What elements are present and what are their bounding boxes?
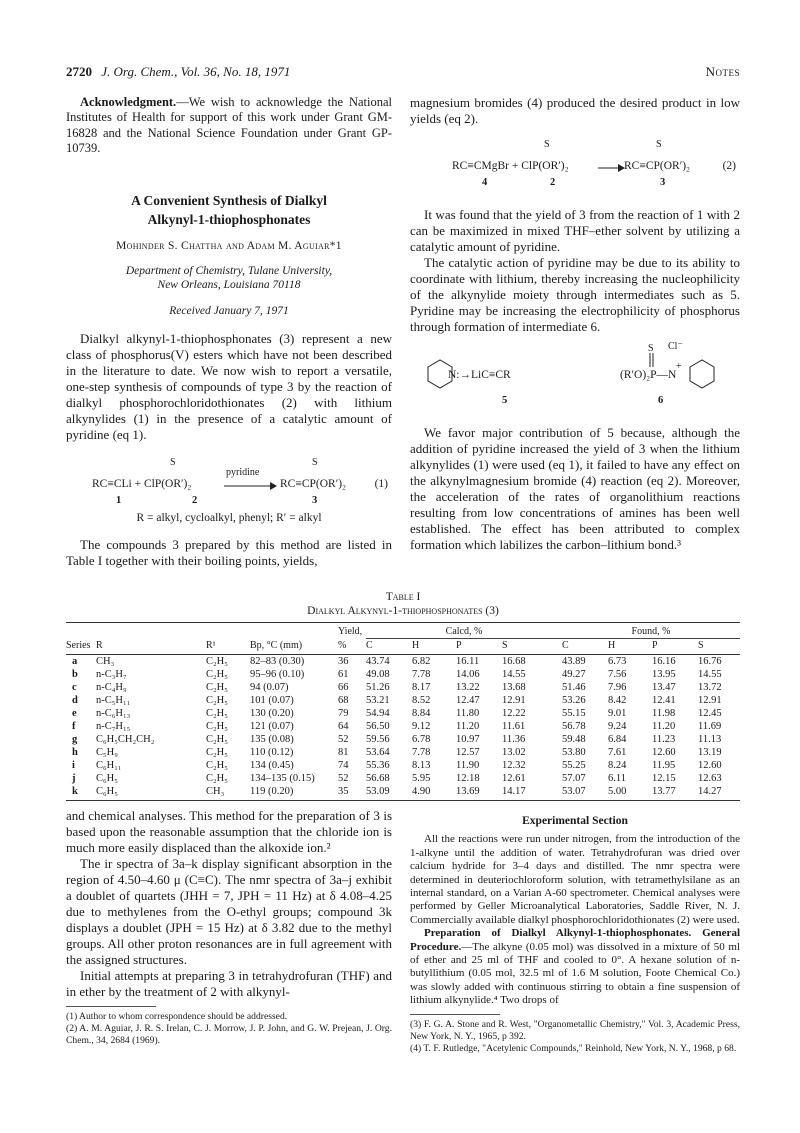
procedure-text: —The alkyne (0.05 mol) was dissolved in a mixture of 50 ml of ether and 25 ml of THF and cooled to 0°. A hexane solution of n-butyllithium (0.05 mol, 32.5 ml of 1.6 M solution, Foote Chemical Co.) was slowly added with continuous stirring to obtain a fine suspension of lithium alkynylide.⁴ Two drops of xyxy=(410,940,740,1007)
table-cell: C₂H₅ xyxy=(206,773,228,784)
table-cell: 110 (0.12) xyxy=(250,747,294,758)
table-cell: 6.11 xyxy=(608,773,626,784)
table-cell: 134–135 (0.15) xyxy=(250,773,315,784)
table-cell: 13.22 xyxy=(456,682,480,693)
table-cell: 7.96 xyxy=(608,682,627,693)
eq2-label-4: 4 xyxy=(482,177,488,188)
intermediates-figure xyxy=(410,339,740,415)
table-cell: 13.69 xyxy=(456,786,480,797)
table-cell: 13.19 xyxy=(698,747,722,758)
eq2-sulfur-1: S xyxy=(544,139,550,150)
ack-text: —We wish to acknowledge the National Institutes of Health for support of this work under Grant GM-16828 and the National Science Foundation under Grant GP-10739. xyxy=(66,95,392,156)
eq2-product: RC≡CP(OR′)₂ xyxy=(624,160,691,172)
initial-attempts-paragraph: Initial attempts at preparing 3 in tetrahydrofuran (THF) and in ether by the treatment of 2 with alkynyl- xyxy=(66,968,392,999)
footnote-4: (4) T. F. Rutledge, "Acetylenic Compounds," Reinhold, New York, N. Y., 1968, p 68. xyxy=(410,1042,737,1054)
table-cell: 13.47 xyxy=(652,682,676,693)
right-column-bottom xyxy=(410,808,740,1055)
intermediate-5-label: 5 xyxy=(502,395,508,406)
table-cell: 134 (0.45) xyxy=(250,760,294,771)
table-cell: n-C₃H₇ xyxy=(96,669,127,680)
table-cell: g xyxy=(72,734,78,745)
experimental-heading: Experimental Section xyxy=(522,815,628,827)
table-row xyxy=(66,707,740,720)
footnote-rule-right xyxy=(410,1014,500,1015)
table-cell: 56.50 xyxy=(366,721,390,732)
table-cell: 121 (0.07) xyxy=(250,721,294,732)
table-cell: 53.21 xyxy=(366,695,390,706)
intermediate-6-label: 6 xyxy=(658,395,664,406)
table-cell: 53.64 xyxy=(366,747,390,758)
table-cell: 11.61 xyxy=(502,721,526,732)
eq1-label-2: 2 xyxy=(192,495,198,507)
table-cell: 53.80 xyxy=(562,747,586,758)
grignard-paragraph: magnesium bromides (4) produced the desired product in low yields (eq 2). xyxy=(410,95,740,126)
eq2-reactants: RC≡CMgBr + ClP(OR′)₂ xyxy=(452,160,569,172)
intermediate-6-sulfur: S xyxy=(648,343,654,354)
table-cell: f xyxy=(72,721,76,732)
authors: Mohinder S. Chattha and Adam M. Aguiar*1 xyxy=(116,239,342,252)
table-cell: k xyxy=(72,786,78,797)
assumption-paragraph: and chemical analyses. This method for the preparation of 3 is based upon the reasonable assumption that the chloride ion is much more easily displaced than the alkoxide ion.² xyxy=(66,808,392,855)
title-line-2: Alkynyl-1-thiophosphonates xyxy=(147,211,311,227)
footnote-3: (3) F. G. A. Stone and R. West, "Organometallic Chemistry," Vol. 3, Academic Press, New York, N. Y., 1965, p 392. xyxy=(410,1018,740,1042)
table-cell: 12.45 xyxy=(698,708,722,719)
table-cell: 11.23 xyxy=(652,734,676,745)
table-cell: 11.90 xyxy=(456,760,480,771)
table-cell: 74 xyxy=(338,760,349,771)
table-row xyxy=(66,681,740,694)
table-cell: 61 xyxy=(338,669,349,680)
table-cell: n-C₄H₉ xyxy=(96,682,127,693)
table-cell: 14.55 xyxy=(698,669,722,680)
column-header: P xyxy=(652,640,658,651)
table-cell: 13.68 xyxy=(502,682,526,693)
table-cell: 8.42 xyxy=(608,695,627,706)
table-cell: 11.36 xyxy=(502,734,526,745)
table-cell: 6.84 xyxy=(608,734,627,745)
table-cell: 11.95 xyxy=(652,760,676,771)
table-cell: 12.91 xyxy=(698,695,722,706)
eq1-sulfur-2: S xyxy=(312,457,318,469)
table-cell: 11.13 xyxy=(698,734,722,745)
table-cell: 14.06 xyxy=(456,669,480,680)
table-cell: 51.26 xyxy=(366,682,390,693)
table-cell: 95–96 (0.10) xyxy=(250,669,305,680)
table-cell: 12.60 xyxy=(652,747,676,758)
table-row xyxy=(66,759,740,772)
table-cell: 8.17 xyxy=(412,682,431,693)
column-header-row xyxy=(66,639,740,653)
acknowledgment xyxy=(66,95,392,157)
table-cell: 9.01 xyxy=(608,708,627,719)
eq2-label-3: 3 xyxy=(660,177,666,188)
table-cell: 11.20 xyxy=(652,721,676,732)
paragraph-table-ref: The compounds 3 prepared by this method are listed in Table I together with their boiling points, yields, xyxy=(66,536,392,568)
table-cell: d xyxy=(72,695,78,706)
table-cell: 43.74 xyxy=(366,656,390,667)
table-cell: 57.07 xyxy=(562,773,586,784)
table-cell: 55.15 xyxy=(562,708,586,719)
table-cell: 135 (0.08) xyxy=(250,734,294,745)
left-column-top xyxy=(66,95,392,569)
table-cell: C₂H₅ xyxy=(206,708,228,719)
table-cell: 53.26 xyxy=(562,695,586,706)
equation-1 xyxy=(66,455,392,511)
column-header: Bp, °C (mm) xyxy=(250,639,303,651)
data-table xyxy=(66,622,740,801)
table-cell: 14.17 xyxy=(502,786,526,797)
table-cell: C₂H₅ xyxy=(206,721,228,732)
equation-2 xyxy=(410,137,740,193)
table-cell: CH₃ xyxy=(206,786,225,797)
spectra-paragraph: The ir spectra of 3a–k display significant absorption in the region of 4.50–4.60 μ (C≡C). The nmr spectra of 3a–j exhibit a doublet of quartets (JHH = 7, JPH = 11 Hz) at δ 4.08–4.25 due to methylenes from the O-ethyl groups; compound 3k displays a doublet (JPH = 15 Hz) at δ 3.82 due to the methyl groups. All other proton resonances are in full agreement with the assigned structures. xyxy=(66,856,392,967)
table-cell: 12.63 xyxy=(698,773,722,784)
table-cell: 13.02 xyxy=(502,747,526,758)
table-cell: 5.95 xyxy=(412,773,431,784)
table-1 xyxy=(66,590,740,801)
table-body xyxy=(66,655,740,799)
table-cell: c xyxy=(72,682,77,693)
table-cell: 52 xyxy=(338,773,349,784)
table-cell: n-C₆H₁₃ xyxy=(96,708,131,719)
footnote-1: (1) Author to whom correspondence should be addressed. xyxy=(66,1011,288,1022)
table-cell: 11.69 xyxy=(698,721,722,732)
table-row xyxy=(66,733,740,746)
table-cell: e xyxy=(72,708,77,719)
table-cell: 36 xyxy=(338,656,349,667)
table-cell: 12.91 xyxy=(502,695,526,706)
intermediate-6-formula: (R′O)₂P—N xyxy=(620,369,677,381)
eq1-arrow xyxy=(222,479,278,493)
eq1-definitions: R = alkyl, cycloalkyl, phenyl; R′ = alkyl xyxy=(136,512,322,525)
catalysis-paragraph: The catalytic action of pyridine may be due to its ability to coordinate with lithium, thereby increasing the nucleophilicity of the alkynylide moiety through intermediates such as 5. Pyridine may be increasing the electrophilicity of phosphorus through formation of intermediate 6. xyxy=(410,255,740,334)
table-cell: 79 xyxy=(338,708,349,719)
table-cell: 94 (0.07) xyxy=(250,682,289,693)
table-cell: 6.78 xyxy=(412,734,431,745)
table-cell: j xyxy=(72,773,76,784)
table-cell: 6.82 xyxy=(412,656,431,667)
eq2-sulfur-2: S xyxy=(656,139,662,150)
column-header: % xyxy=(338,639,347,651)
table-cell: CH₃ xyxy=(96,656,115,667)
table-title: Dialkyl Alkynyl-1-thiophosphonates (3) xyxy=(307,605,499,617)
intermediate-5-formula: N:→LiC≡CR xyxy=(448,369,511,381)
table-label: Table I xyxy=(385,591,421,603)
yield-paragraph: It was found that the yield of 3 from the reaction of 1 with 2 can be maximized in mixed THF–ether solvent by utilizing a catalytic amount of pyridine. xyxy=(410,207,740,254)
left-column-bottom xyxy=(66,808,392,1047)
table-cell: 12.47 xyxy=(456,695,480,706)
table-cell: 66 xyxy=(338,682,349,693)
column-header: R¹ xyxy=(206,639,216,651)
table-cell: 5.00 xyxy=(608,786,627,797)
title-line-1: A Convenient Synthesis of Dialkyl xyxy=(131,192,327,208)
table-cell: 68 xyxy=(338,695,349,706)
eq1-label-1: 1 xyxy=(116,495,122,507)
eq1-label-3: 3 xyxy=(312,495,318,507)
table-cell: 13.72 xyxy=(698,682,722,693)
experimental-general: All the reactions were run under nitrogen, from the introduction of the 1-alkyne until the addition of water. Tetrahydrofuran was dried over calcium hydride for 3–4 days and distilled. The nmr spectra were determined in deuteriochloroform solution, with tetramethylsilane as an internal standard, on a Varian A-60 spectrometer. Chemical analyses were performed by Geller Microanalytical Laboratories, Saddle River, N. J. Commercially available dialkyl phosphorochloridothionates (2) were used. xyxy=(410,833,740,926)
eq2-arrow xyxy=(596,161,626,175)
eq2-label-2: 2 xyxy=(550,177,556,188)
table-cell: 11.80 xyxy=(456,708,480,719)
table-cell: i xyxy=(72,760,75,771)
table-cell: C₆H₁₁ xyxy=(96,760,122,771)
column-header: C xyxy=(366,640,373,651)
table-cell: 12.57 xyxy=(456,747,480,758)
table-cell: 53.07 xyxy=(562,786,586,797)
procedure-heading: Preparation of Dialkyl Alkynyl-1-thiophosphonates. General Procedure. xyxy=(410,927,740,953)
table-cell: b xyxy=(72,669,78,680)
intro-paragraph: Dialkyl alkynyl-1-thiophosphonates (3) represent a new class of phosphorus(V) esters which have not been described in the literature to date. We now wish to report a versatile, one-step synthesis of compounds of type 3 by the reaction of dialkyl phosphorochloridothionates (2) with lithium alkynylides (1) in the presence of a catalytic amount of pyridine (eq 1). xyxy=(66,331,392,443)
table-row xyxy=(66,785,740,798)
affiliation-line-2: New Orleans, Louisiana 70118 xyxy=(157,279,301,292)
ack-heading: Acknowledgment. xyxy=(80,95,177,109)
table-cell: 54.94 xyxy=(366,708,390,719)
table-cell: 119 (0.20) xyxy=(250,786,294,797)
table-cell: 10.97 xyxy=(456,734,480,745)
table-cell: C₂H₅ xyxy=(206,656,228,667)
table-cell: 56.68 xyxy=(366,773,390,784)
table-cell: 16.68 xyxy=(502,656,526,667)
table-cell: C₆H₅CH₂CH₂ xyxy=(96,734,155,745)
table-cell: 7.56 xyxy=(608,669,627,680)
table-cell: 59.48 xyxy=(562,734,586,745)
eq1-sulfur-1: S xyxy=(170,457,176,469)
table-cell: 101 (0.07) xyxy=(250,695,294,706)
table-cell: 82–83 (0.30) xyxy=(250,656,305,667)
table-cell: 53.09 xyxy=(366,786,390,797)
table-cell: 4.90 xyxy=(412,786,431,797)
table-cell: 12.18 xyxy=(456,773,480,784)
found-header: Found, % xyxy=(562,625,740,639)
eq1-product: RC≡CP(OR′)₂ xyxy=(280,478,347,491)
table-cell: n-C₇H₁₅ xyxy=(96,721,131,732)
table-cell: 7.78 xyxy=(412,747,431,758)
table-cell: 13.77 xyxy=(652,786,676,797)
column-header: P xyxy=(456,640,462,651)
eq2-number: (2) xyxy=(722,160,736,172)
table-cell: 12.22 xyxy=(502,708,526,719)
table-cell: C₆H₅ xyxy=(96,786,118,797)
eq1-reactants: RC≡CLi + ClP(OR′)₂ xyxy=(92,478,192,491)
affiliation xyxy=(66,264,392,292)
table-cell: 8.24 xyxy=(608,760,627,771)
eq1-number: (1) xyxy=(374,478,388,491)
table-cell: 16.16 xyxy=(652,656,676,667)
page-number: 2720 xyxy=(66,64,92,79)
table-cell: 11.20 xyxy=(456,721,480,732)
table-row xyxy=(66,772,740,785)
table-cell: 12.60 xyxy=(698,760,722,771)
table-cell: 52 xyxy=(338,734,349,745)
table-cell: 14.27 xyxy=(698,786,722,797)
table-cell: C₂H₅ xyxy=(206,695,228,706)
column-header: Series xyxy=(66,639,91,651)
right-column-top xyxy=(410,95,740,553)
table-cell: 59.56 xyxy=(366,734,390,745)
table-cell: 43.89 xyxy=(562,656,586,667)
table-row xyxy=(66,655,740,669)
table-cell: 12.61 xyxy=(502,773,526,784)
affiliation-line-1: Department of Chemistry, Tulane University, xyxy=(125,265,333,278)
table-cell: 64 xyxy=(338,721,349,732)
column-header: S xyxy=(502,640,508,651)
table-cell: 9.12 xyxy=(412,721,431,732)
table-cell: C₅H₉ xyxy=(96,747,118,758)
table-cell: 16.76 xyxy=(698,656,722,667)
table-cell: 51.46 xyxy=(562,682,586,693)
table-cell: n-C₅H₁₁ xyxy=(96,695,131,706)
footnote-2: (2) A. M. Aguiar, J. R. S. Irelan, C. J. Morrow, J. P. John, and G. W. Prejean, J. Org. Chem., 34, 2684 (1969). xyxy=(66,1023,392,1046)
table-cell: 6.73 xyxy=(608,656,627,667)
footnote-rule xyxy=(66,1006,156,1007)
table-cell: 7.78 xyxy=(412,669,431,680)
table-cell: 8.13 xyxy=(412,760,431,771)
table-cell: 130 (0.20) xyxy=(250,708,294,719)
table-cell: C₂H₅ xyxy=(206,669,228,680)
table-cell: C₂H₅ xyxy=(206,747,228,758)
table-cell: 12.41 xyxy=(652,695,676,706)
table-cell: 81 xyxy=(338,747,349,758)
table-cell: a xyxy=(72,656,78,667)
intermediate-6-chloride: Cl⁻ xyxy=(668,341,683,352)
table-cell: 8.52 xyxy=(412,695,431,706)
table-cell: 49.08 xyxy=(366,669,390,680)
table-row xyxy=(66,668,740,681)
table-cell: 8.84 xyxy=(412,708,431,719)
eq1-condition: pyridine xyxy=(226,467,260,479)
calcd-header: Calcd, % xyxy=(366,625,562,639)
table-cell: C₂H₅ xyxy=(206,682,228,693)
article-title xyxy=(66,191,392,229)
table-cell: 35 xyxy=(338,786,349,797)
table-row xyxy=(66,720,740,733)
table-cell: 16.11 xyxy=(456,656,480,667)
table-cell: 14.55 xyxy=(502,669,526,680)
table-cell: 55.25 xyxy=(562,760,586,771)
pyridine-ring-6 xyxy=(690,360,714,388)
column-header: S xyxy=(698,640,704,651)
column-header: R xyxy=(96,639,103,651)
table-cell: 56.78 xyxy=(562,721,586,732)
mechanism-paragraph: We favor major contribution of 5 because, although the addition of pyridine increased the yield of 3 when the lithium alkynylides (1) were used (eq 1), it failed to have any effect on the alkynylmagnesium bromide (4) reaction (eq 2). Moreover, the acceleration of the rates of organolithium reactions resulting from low concentrations of amines has been well established. The effect has been attributed to complex formation which labilizes the carbon–lithium bond.³ xyxy=(410,425,740,552)
table-row xyxy=(66,694,740,707)
column-header: C xyxy=(562,640,569,651)
intermediate-6-charge: + xyxy=(676,361,682,372)
table-cell: 49.27 xyxy=(562,669,586,680)
received-date: Received January 7, 1971 xyxy=(169,305,289,318)
table-cell: 9.24 xyxy=(608,721,627,732)
table-cell: 55.36 xyxy=(366,760,390,771)
table-cell: C₆H₅ xyxy=(96,773,118,784)
column-header: H xyxy=(608,640,616,651)
table-cell: 11.98 xyxy=(652,708,676,719)
section-label: Notes xyxy=(705,64,740,79)
journal-citation: J. Org. Chem., Vol. 36, No. 18, 1971 xyxy=(101,64,291,79)
column-header: H xyxy=(412,640,420,651)
table-cell: C₂H₅ xyxy=(206,760,228,771)
yield-header: Yield, xyxy=(338,626,363,638)
table-cell: 7.61 xyxy=(608,747,627,758)
table-cell: h xyxy=(72,747,78,758)
table-row xyxy=(66,746,740,759)
table-cell: 13.95 xyxy=(652,669,676,680)
table-cell: 12.15 xyxy=(652,773,676,784)
table-cell: C₂H₅ xyxy=(206,734,228,745)
table-cell: 12.32 xyxy=(502,760,526,771)
general-procedure xyxy=(410,927,740,1007)
running-header xyxy=(66,64,740,82)
